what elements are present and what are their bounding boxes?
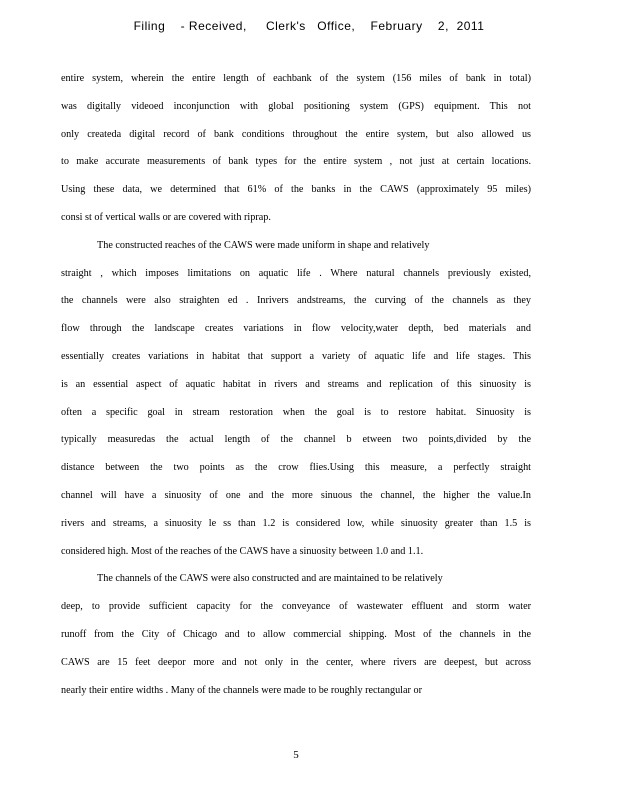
text-line: channel will have a sinuosity of one and the more sinuous the channel, the higher the value.In — [61, 489, 531, 501]
text-line: CAWS are 15 feet deepor more and not only in the center, where rivers are deepest, but across — [61, 656, 531, 668]
text-line: The constructed reaches of the CAWS were made uniform in shape and relatively — [97, 239, 430, 251]
text-line: entire system, wherein the entire length of eachbank of the system (156 miles of bank in total) — [61, 73, 531, 84]
text-line: distance between the two points as the crow flies.Using this measure, a perfectly straight — [61, 462, 531, 474]
text-line: runoff from the City of Chicago and to allow commercial shipping. Most of the channels in the — [61, 628, 531, 640]
text-line: flow through the landscape creates variations in flow velocity,water depth, bed materials and — [61, 323, 531, 335]
text-line: consi st of vertical walls or are covered with riprap. — [61, 211, 271, 223]
text-line: essentially creates variations in habitat that support a variety of aquatic life and life stages. This — [61, 350, 531, 362]
text-line: was digitally videoed inconjunction with global positioning system (GPS) equipment. This not — [61, 100, 531, 112]
text-line: The channels of the CAWS were also constructed and are maintained to be relatively — [97, 573, 443, 585]
page-number: 5 — [293, 749, 299, 761]
text-line: considered high. Most of the reaches of the CAWS have a sinuosity between 1.0 and 1.1. — [61, 545, 424, 557]
text-line: deep, to provide sufficient capacity for the conveyance of wastewater effluent and storm water — [61, 601, 531, 613]
text-line: to make accurate measurements of bank types for the entire system , not just at certain locations. — [61, 156, 531, 168]
text-line: nearly their entire widths . Many of the channels were made to be roughly rectangular or — [61, 684, 422, 696]
filing-header: Filing - Received, Clerk's Office, February 2, 2011 — [133, 19, 485, 33]
text-line: straight , which imposes limitations on aquatic life . Where natural channels previously existed, — [61, 267, 531, 279]
body-text — [61, 72, 531, 711]
text-line: typically measuredas the actual length of the channel b etween two points,divided by the — [61, 434, 531, 446]
text-line: rivers and streams, a sinuosity le ss than 1.2 is considered low, while sinuosity greater than 1.5 is — [61, 517, 531, 529]
text-line: the channels were also straighten ed . Inrivers andstreams, the curving of the channels as they — [61, 295, 531, 307]
text-line: only createda digital record of bank conditions throughout the entire system, but also allowed us — [61, 128, 531, 140]
text-line: Using these data, we determined that 61% of the banks in the CAWS (approximately 95 miles) — [61, 184, 531, 196]
text-line: often a specific goal in stream restoration when the goal is to restore habitat. Sinuosity is — [61, 406, 531, 418]
text-line: is an essential aspect of aquatic habitat in rivers and streams and replication of this sinuosity is — [61, 378, 531, 390]
